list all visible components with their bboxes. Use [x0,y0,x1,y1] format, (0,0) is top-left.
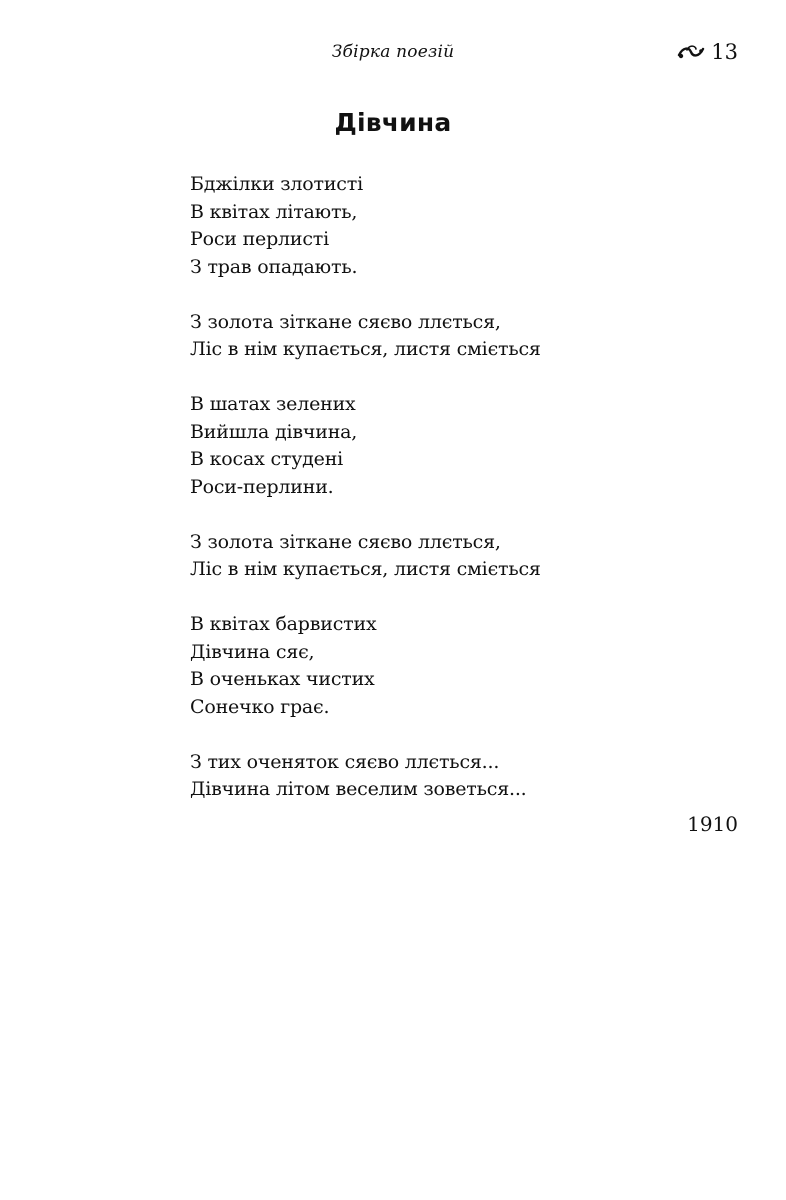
stanza [190,391,750,501]
poem-line: Ліс в нім купається, листя сміється [190,558,541,580]
poem-line: В квітах літають, [190,200,358,223]
stanza [190,171,750,281]
poem-line: В косах студені [190,448,344,470]
poem-year: 1910 [687,812,738,836]
poem-line: З трав опадають. [190,255,358,278]
poem-line: В шатах зелених [190,393,356,415]
poem-line: З тих оченяток сяєво ллється... [190,750,500,773]
poem-line: Вийшла дівчина, [190,420,358,443]
poem-line: Роси перлисті [190,228,330,250]
poem-line: Дівчина літом веселим зоветься... [190,778,527,800]
poem-line: Сонечко грає. [190,695,330,718]
poem-line: З золота зіткане сяєво ллється, [190,310,501,333]
poem-line: Дівчина сяє, [190,640,315,663]
poem-line: Ліс в нім купається, листя сміється [190,338,541,360]
stanza [190,611,750,721]
poem-line: В оченьках чистих [190,668,375,690]
flourish-icon [677,43,705,61]
stanza [190,749,750,804]
stanza [190,309,750,364]
poem-body [190,171,750,831]
poem-line: Бджілки злотисті [190,173,363,195]
stanza [190,529,750,584]
page-number: 13 [711,40,738,64]
poem-line: З золота зіткане сяєво ллється, [190,530,501,553]
poem-line: Роси-перлини. [190,475,334,498]
running-header [0,40,786,70]
poem-line: В квітах барвистих [190,613,377,635]
book-title: Збірка поезій [331,42,455,62]
poem-title: Дівчина [334,108,452,137]
page-number-group [677,40,738,64]
